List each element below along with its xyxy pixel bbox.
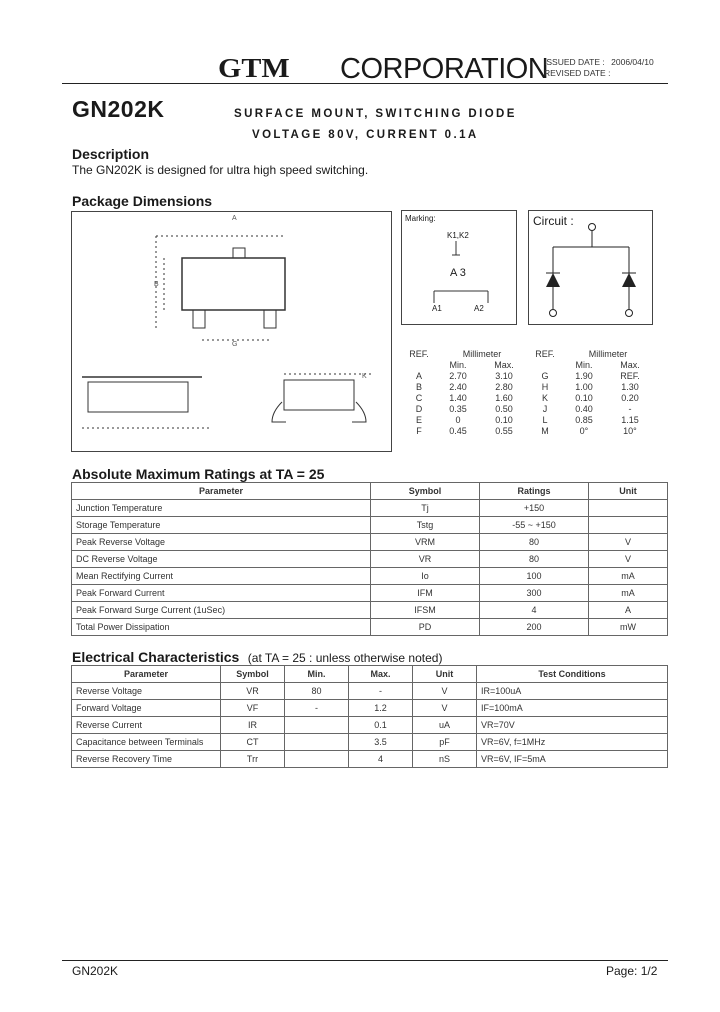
issue-dates	[544, 57, 654, 79]
table-row: Storage Temperature Tstg -55 ~ +150	[72, 517, 668, 534]
circuit-label: Circuit :	[533, 214, 574, 228]
abs-col-ratings: Ratings	[480, 483, 589, 500]
elec-col-min: Min.	[285, 666, 349, 683]
subtitle-line1: SURFACE MOUNT, SWITCHING DIODE	[234, 108, 517, 120]
svg-text:K: K	[362, 373, 367, 380]
dim-row: E 0 0.10 L 0.85 1.15	[415, 414, 639, 425]
marking-box	[401, 210, 517, 325]
marking-a2: A2	[474, 304, 484, 313]
table-row: Forward Voltage VF - 1.2 V IF=100mA	[72, 700, 668, 717]
circuit-diagram	[529, 211, 652, 324]
description-text: The GN202K is designed for ultra high speed switching.	[72, 163, 369, 177]
dim-mm-header: Millimeter	[462, 348, 502, 359]
dim-row: C 1.40 1.60 K 0.10 0.20	[415, 392, 639, 403]
marking-pins: K1,K2	[447, 231, 469, 240]
abs-col-unit: Unit	[589, 483, 668, 500]
footer-page: Page: 1/2	[606, 964, 658, 978]
dimension-table	[402, 348, 654, 436]
issued-value: 2006/04/10	[611, 57, 654, 67]
elec-heading: Electrical Characteristics	[72, 649, 240, 665]
table-row: Peak Forward Surge Current (1uSec) IFSM 4 A	[72, 602, 668, 619]
dim-row: D 0.35 0.50 J 0.40 -	[415, 403, 632, 414]
table-row: Reverse Current IR 0.1 uA VR=70V	[72, 717, 668, 734]
marking-label: Marking:	[405, 214, 436, 223]
table-row: Junction Temperature Tj +150	[72, 500, 668, 517]
dim-min-header: Min.	[449, 359, 467, 370]
dim-ref-header: REF.	[409, 348, 429, 359]
subtitle-line2: VOLTAGE 80V, CURRENT 0.1A	[252, 129, 479, 141]
footer-rule	[62, 960, 668, 961]
svg-text:G: G	[232, 341, 238, 348]
issued-label: ISSUED DATE :	[544, 57, 605, 67]
abs-max-table	[71, 482, 668, 636]
dim-row: B 2.40 2.80 H 1.00 1.30	[415, 381, 639, 392]
header-rule	[62, 83, 668, 84]
abs-max-heading: Absolute Maximum Ratings at TA = 25	[72, 466, 325, 482]
dim-mm-header-2: Millimeter	[588, 348, 628, 359]
footer-part: GN202K	[72, 964, 119, 978]
corporation-title: CORPORATION	[340, 53, 549, 85]
elec-col-unit: Unit	[413, 666, 477, 683]
marking-a1: A1	[432, 304, 442, 313]
dim-max-header-2: Max.	[620, 359, 640, 370]
package-outline-drawing	[72, 212, 391, 451]
abs-col-symbol: Symbol	[371, 483, 480, 500]
elec-heading-note: (at TA = 25 : unless otherwise noted)	[247, 651, 443, 665]
elec-col-max: Max.	[349, 666, 413, 683]
svg-text:B: B	[154, 281, 159, 288]
part-number: GN202K	[72, 96, 165, 122]
package-heading: Package Dimensions	[72, 193, 213, 209]
elec-col-parameter: Parameter	[72, 666, 221, 683]
abs-col-parameter: Parameter	[72, 483, 371, 500]
package-drawing	[71, 211, 392, 452]
table-row: Total Power Dissipation PD 200 mW	[72, 619, 668, 636]
table-row: DC Reverse Voltage VR 80 V	[72, 551, 668, 568]
table-row: Reverse Recovery Time Trr 4 nS VR=6V, IF=5mA	[72, 751, 668, 768]
elec-col-symbol: Symbol	[221, 666, 285, 683]
table-row: Mean Rectifying Current Io 100 mA	[72, 568, 668, 585]
dim-ref-header-2: REF.	[535, 348, 555, 359]
marking-outline	[402, 211, 516, 324]
description-heading: Description	[72, 146, 150, 162]
table-row: Reverse Voltage VR 80 - V IR=100uA	[72, 683, 668, 700]
elec-col-conditions: Test Conditions	[477, 666, 668, 683]
dim-row: A 2.70 3.10 G 1.90 REF.	[415, 370, 640, 381]
table-row: Peak Forward Current IFM 300 mA	[72, 585, 668, 602]
table-row: Capacitance between Terminals CT 3.5 pF VR=6V, f=1MHz	[72, 734, 668, 751]
svg-text:A: A	[232, 215, 237, 222]
brand-logo: GTM	[218, 53, 290, 84]
table-row: Peak Reverse Voltage VRM 80 V	[72, 534, 668, 551]
revised-label: REVISED DATE :	[544, 68, 611, 78]
dim-min-header-2: Min.	[575, 359, 593, 370]
dim-max-header: Max.	[494, 359, 514, 370]
dim-row: F 0.45 0.55 M 0° 10°	[416, 425, 637, 436]
circuit-box	[528, 210, 653, 325]
elec-table	[71, 665, 668, 768]
marking-code: A 3	[450, 267, 466, 279]
